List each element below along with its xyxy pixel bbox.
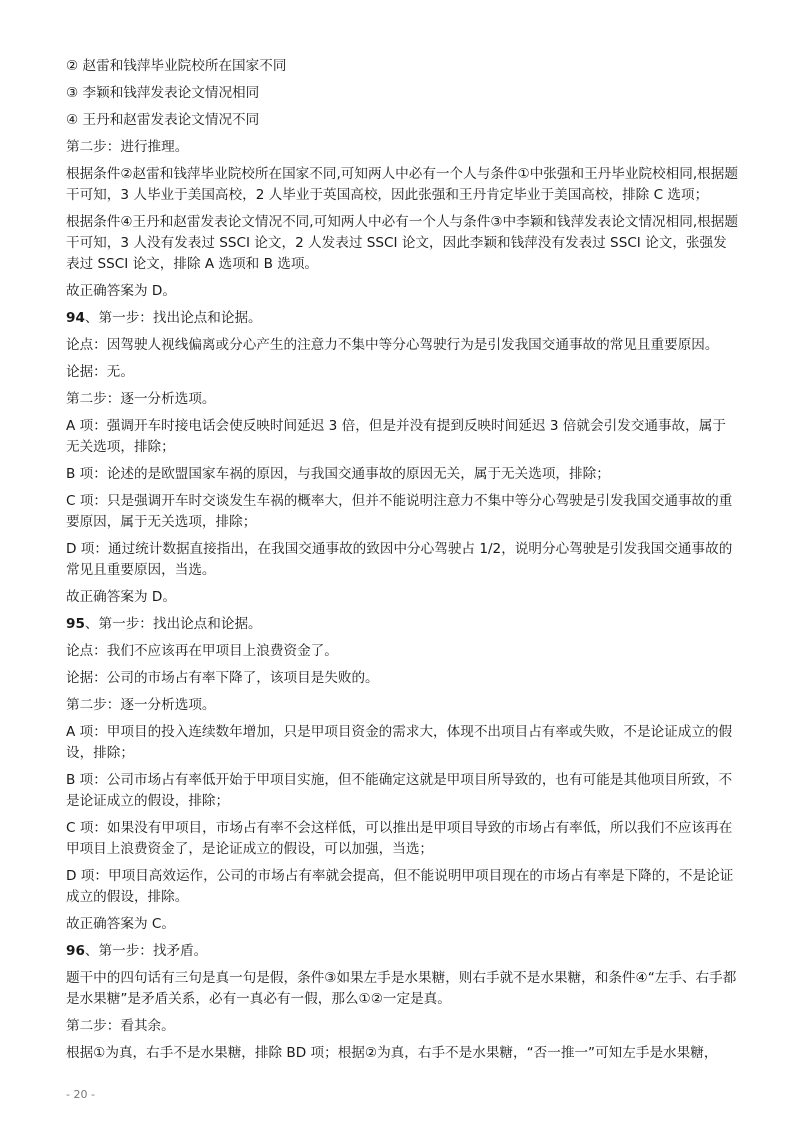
paragraph (66, 914, 738, 935)
question-heading (66, 941, 738, 962)
paragraph-text: 论点：我们不应该再在甲项目上浪费资金了。 (66, 643, 338, 659)
paragraph-text: 故正确答案为 D。 (66, 589, 176, 605)
paragraph (66, 164, 738, 206)
paragraph (66, 818, 738, 860)
paragraph-text: ④ 王丹和赵雷发表论文情况不同 (66, 112, 260, 128)
paragraph-text: 论点：因驾驶人视线偏离或分心产生的注意力不集中等分心驾驶行为是引发我国交通事故的常见且重要原因。 (66, 337, 719, 353)
paragraph (66, 137, 738, 158)
paragraph (66, 491, 738, 533)
paragraph (66, 281, 738, 302)
paragraph (66, 464, 738, 485)
document-body (66, 56, 738, 1070)
paragraph-text: 根据条件④王丹和赵雷发表论文情况不同,可知两人中必有一个人与条件③中李颖和钱萍发表论文情况相同,根据题干可知，3 人没有发表过 SSCI 论文，2 人发表过 SSCI 论文，因此李颖和钱萍没有发表过 SSCI 论文，张强发表过 SSCI 论文，排除 A 选项和 B 选项。 (66, 214, 738, 272)
paragraph-text: B 项：论述的是欧盟国家车祸的原因，与我国交通事故的原因无关，属于无关选项，排除； (66, 466, 610, 482)
paragraph (66, 416, 738, 458)
paragraph (66, 389, 738, 410)
paragraph-text: 论据：无。 (66, 364, 134, 380)
paragraph-text: ② 赵雷和钱萍毕业院校所在国家不同 (66, 58, 287, 74)
paragraph-text: A 项：甲项目的投入连续数年增加，只是甲项目资金的需求大，体现不出项目占有率或失败，不是论证成立的假设，排除； (66, 724, 733, 761)
paragraph-text: A 项：强调开车时接电话会使反映时间延迟 3 倍，但是并没有提到反映时间延迟 3 倍就会引发交通事故，属于无关选项，排除； (66, 418, 726, 455)
paragraph (66, 110, 738, 131)
paragraph (66, 722, 738, 764)
paragraph (66, 695, 738, 716)
paragraph-text: 根据条件②赵雷和钱萍毕业院校所在国家不同,可知两人中必有一个人与条件①中张强和王丹毕业院校相同,根据题干可知，3 人毕业于美国高校，2 人毕业于英国高校，因此张强和王丹肯定毕业于美国高校，排除 C 选项； (66, 166, 738, 203)
paragraph (66, 968, 738, 1010)
paragraph (66, 212, 738, 275)
question-number: 96 (66, 943, 85, 959)
paragraph (66, 770, 738, 812)
paragraph-text: D 项：甲项目高效运作，公司的市场占有率就会提高，但不能说明甲项目现在的市场占有率是下降的，不是论证成立的假设，排除。 (66, 868, 734, 905)
paragraph-text: ③ 李颖和钱萍发表论文情况相同 (66, 85, 260, 101)
paragraph-text: 故正确答案为 C。 (66, 916, 175, 932)
paragraph (66, 1043, 738, 1064)
paragraph (66, 83, 738, 104)
paragraph (66, 668, 738, 689)
paragraph (66, 362, 738, 383)
paragraph (66, 335, 738, 356)
paragraph-text: 根据①为真，右手不是水果糖，排除 BD 项；根据②为真，右手不是水果糖，“否一推一”可知左手是水果糖， (66, 1045, 718, 1061)
page-number: - 20 - (66, 1088, 95, 1101)
paragraph (66, 866, 738, 908)
paragraph-text: 、第一步：找出论点和论据。 (84, 310, 262, 326)
paragraph-text: 第二步：逐一分析选项。 (66, 697, 216, 713)
paragraph-text: 、第一步：找矛盾。 (84, 943, 208, 959)
paragraph-text: 第二步：逐一分析选项。 (66, 391, 216, 407)
paragraph-text: 论据：公司的市场占有率下降了，该项目是失败的。 (66, 670, 379, 686)
paragraph-text: D 项：通过统计数据直接指出，在我国交通事故的致因中分心驾驶占 1/2，说明分心驾驶是引发我国交通事故的常见且重要原因，当选。 (66, 541, 733, 578)
question-number: 94 (66, 310, 85, 326)
paragraph-text: 、第一步：找出论点和论据。 (84, 616, 262, 632)
paragraph-text: C 项：只是强调开车时交谈发生车祸的概率大，但并不能说明注意力不集中等分心驾驶是引发我国交通事故的重要原因，属于无关选项，排除； (66, 493, 733, 530)
paragraph-text: 第二步：看其余。 (66, 1018, 175, 1034)
paragraph-text: B 项：公司市场占有率低开始于甲项目实施，但不能确定这就是甲项目所导致的，也有可能是其他项目所致，不是论证成立的假设，排除； (66, 772, 733, 809)
paragraph-text: 题干中的四句话有三句是真一句是假，条件③如果左手是水果糖，则右手就不是水果糖，和条件④“左手、右手都是水果糖”是矛盾关系，必有一真必有一假，那么①②一定是真。 (66, 970, 737, 1007)
paragraph (66, 641, 738, 662)
question-heading (66, 308, 738, 329)
paragraph (66, 587, 738, 608)
paragraph (66, 1016, 738, 1037)
paragraph (66, 56, 738, 77)
paragraph (66, 539, 738, 581)
question-heading (66, 614, 738, 635)
paragraph-text: C 项：如果没有甲项目，市场占有率不会这样低，可以推出是甲项目导致的市场占有率低，所以我们不应该再在甲项目上浪费资金了，是论证成立的假设，可以加强，当选； (66, 820, 733, 857)
paragraph-text: 第二步：进行推理。 (66, 139, 189, 155)
paragraph-text: 故正确答案为 D。 (66, 283, 176, 299)
question-number: 95 (66, 616, 85, 632)
